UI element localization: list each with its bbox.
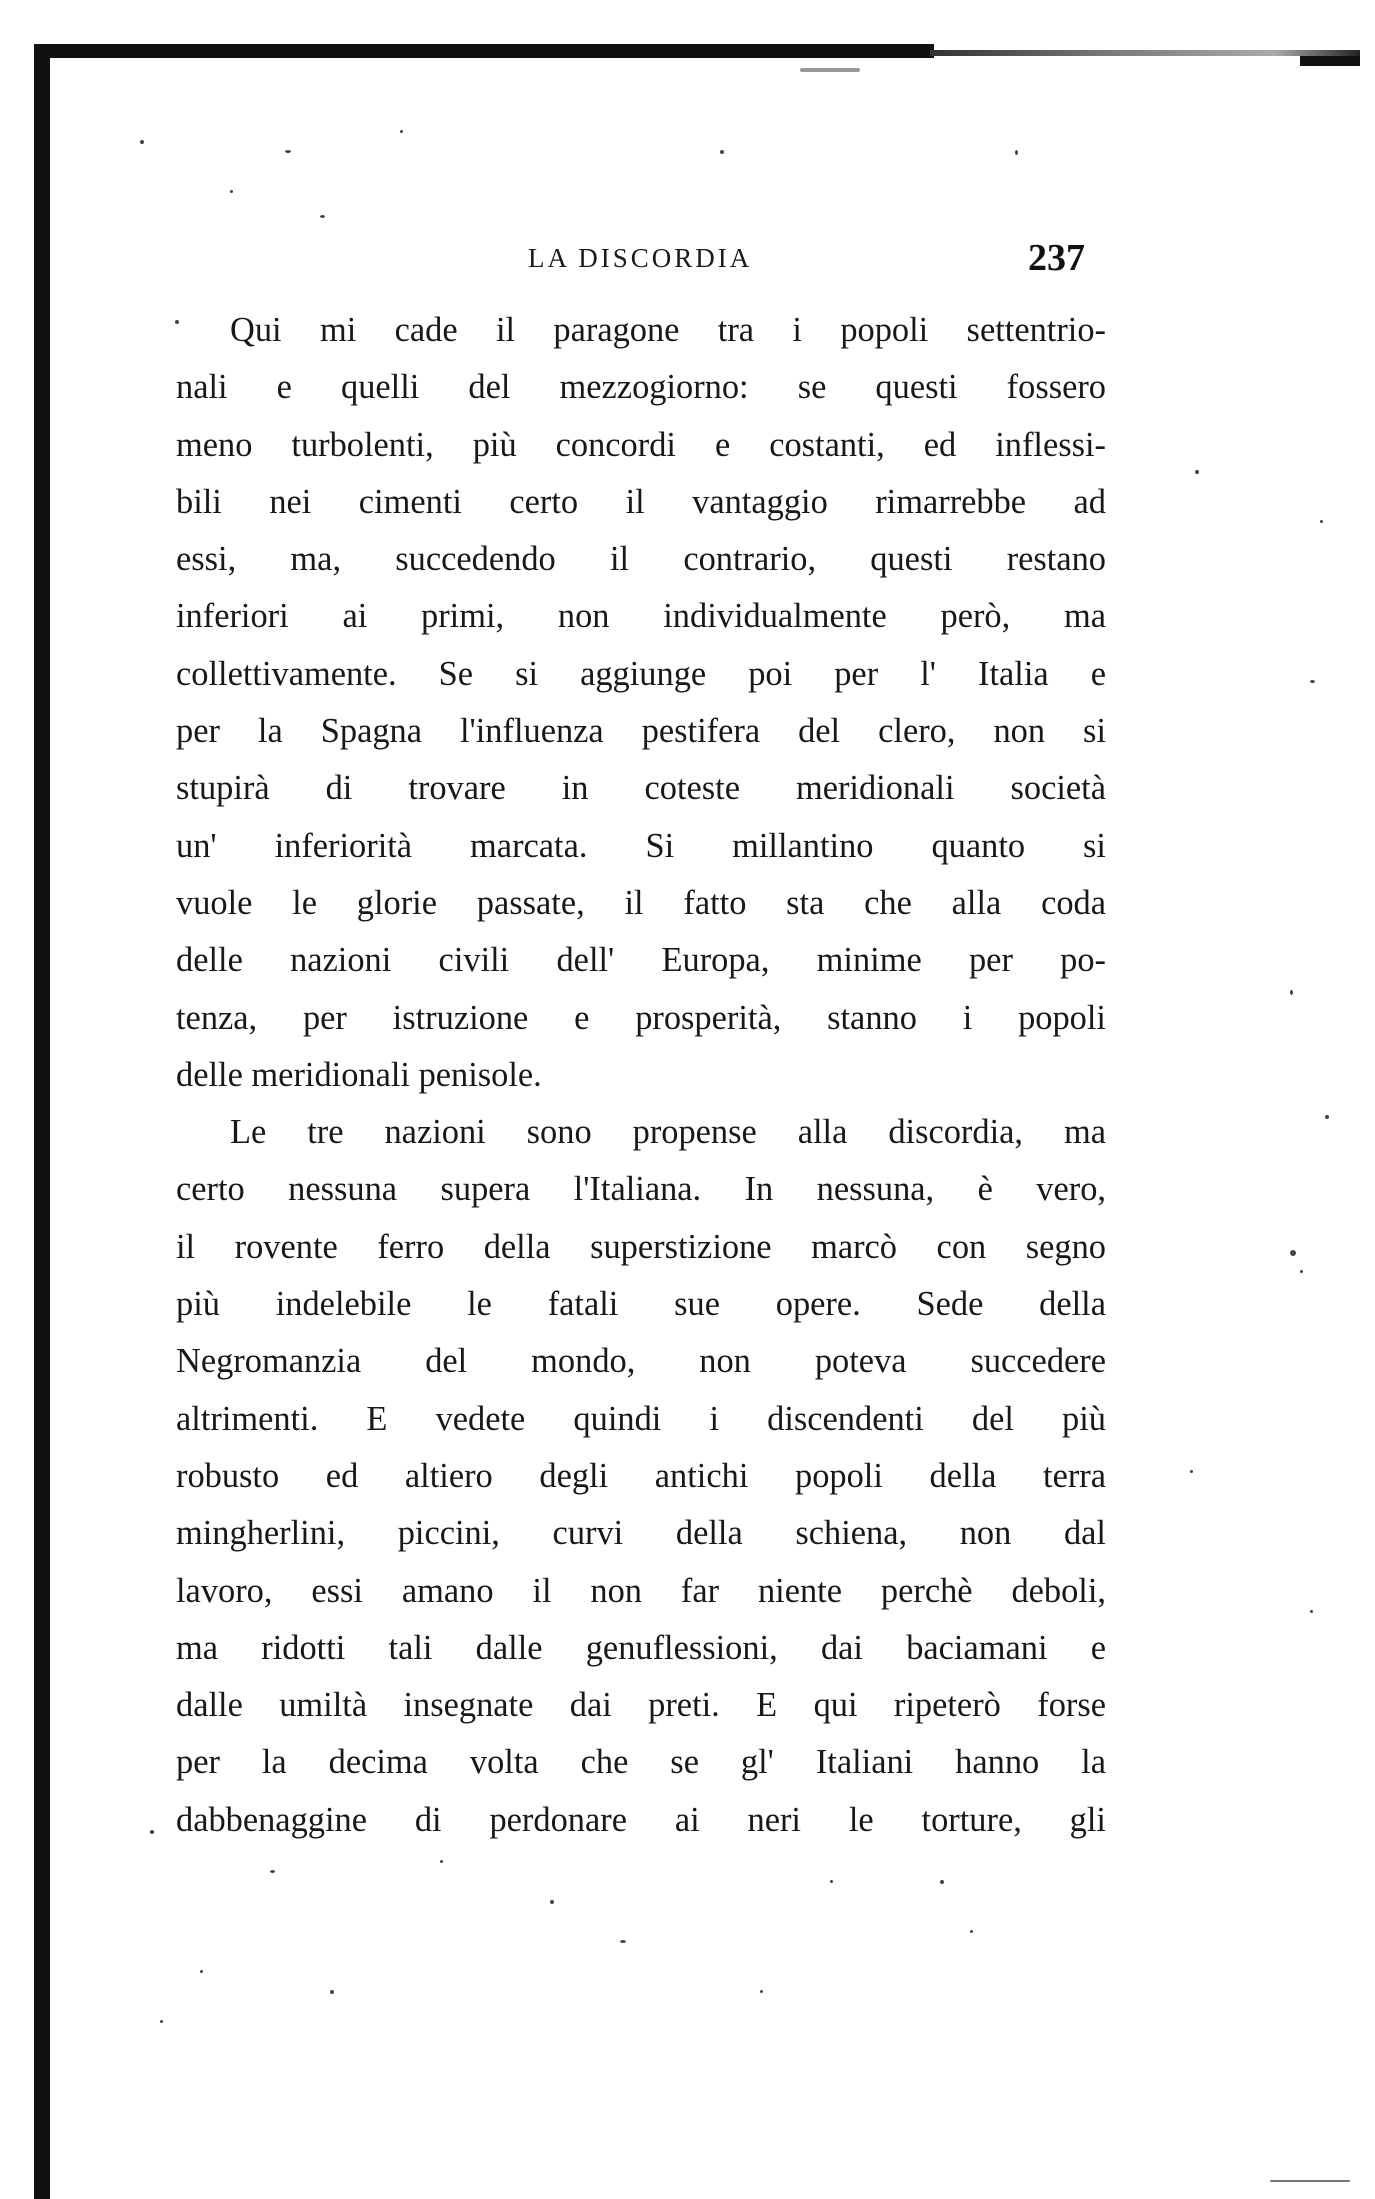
scan-border-top-fade	[930, 50, 1360, 56]
text-line: più indelebile le fatali sue opere. Sede della	[176, 1285, 1106, 1324]
text-line: bili nei cimenti certo il vantaggio rimarrebbe ad	[176, 482, 1106, 521]
text-line: per la Spagna l'influenza pestifera del clero, non si	[176, 712, 1106, 751]
text-line: certo nessuna supera l'Italiana. In nessuna, è vero,	[176, 1170, 1106, 1209]
text-line: essi, ma, succedendo il contrario, questi restano	[176, 540, 1106, 579]
text-line: inferiori ai primi, non individualmente però, ma	[176, 597, 1106, 636]
scan-border-top	[34, 44, 934, 58]
text-line: delle nazioni civili dell' Europa, minime per po-	[176, 941, 1106, 980]
text-line: vuole le glorie passate, il fatto sta che alla coda	[176, 883, 1106, 922]
text-line: nali e quelli del mezzogiorno: se questi fossero	[176, 368, 1106, 407]
text-line: dalle umiltà insegnate dai preti. E qui ripeterò forse	[176, 1686, 1106, 1725]
text-line: lavoro, essi amano il non far niente perchè deboli,	[176, 1571, 1106, 1610]
text-line: stupirà di trovare in coteste meridionali società	[176, 769, 1106, 808]
text-line: mingherlini, piccini, curvi della schiena, non dal	[176, 1514, 1106, 1553]
page-number: 237	[1028, 237, 1085, 279]
text-line: robusto ed altiero degli antichi popoli della terra	[176, 1456, 1106, 1495]
text-line: ma ridotti tali dalle genuflessioni, dai baciamani e	[176, 1628, 1106, 1667]
text-line: dabbenaggine di perdonare ai neri le torture, gli	[176, 1800, 1106, 1839]
text-line: il rovente ferro della superstizione marcò con segno	[176, 1227, 1106, 1266]
text-line: Le tre nazioni sono propense alla discordia, ma	[230, 1113, 1106, 1152]
text-line: altrimenti. E vedete quindi i discendenti del più	[176, 1399, 1106, 1438]
text-line: collettivamente. Se si aggiunge poi per l' Italia e	[176, 654, 1106, 693]
text-line: delle meridionali penisole.	[176, 1055, 542, 1094]
running-title: LA DISCORDIA	[528, 243, 753, 273]
scan-border-top-end	[1300, 56, 1360, 66]
text-line: un' inferiorità marcata. Si millantino quanto si	[176, 826, 1106, 865]
body-text	[176, 302, 1106, 1849]
text-line: Negromanzia del mondo, non poteva succedere	[176, 1342, 1106, 1381]
text-line: meno turbolenti, più concordi e costanti, ed inflessi-	[176, 425, 1106, 464]
text-line: Qui mi cade il paragone tra i popoli settentrio-	[230, 311, 1106, 349]
text-line: per la decima volta che se gl' Italiani hanno la	[176, 1743, 1106, 1782]
scan-border-left	[34, 44, 50, 2199]
text-line: tenza, per istruzione e prosperità, stanno i popoli	[176, 998, 1106, 1037]
